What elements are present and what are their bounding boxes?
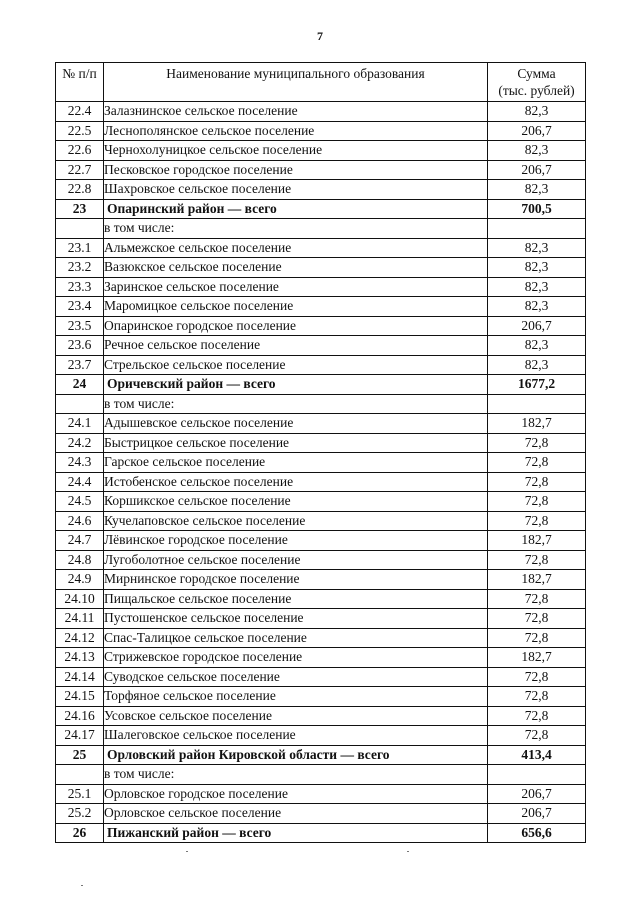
row-name: в том числе: bbox=[104, 765, 488, 785]
row-name: в том числе: bbox=[104, 394, 488, 414]
row-sum: 82,3 bbox=[488, 238, 586, 258]
table-row bbox=[56, 628, 586, 648]
row-name: Стрельское сельское поселение bbox=[104, 355, 488, 375]
row-number: 24.15 bbox=[56, 687, 104, 707]
row-number bbox=[56, 765, 104, 785]
row-number bbox=[56, 394, 104, 414]
row-sum: 72,8 bbox=[488, 687, 586, 707]
table-row bbox=[56, 219, 586, 239]
table-row bbox=[56, 433, 586, 453]
row-name: Вазюкское сельское поселение bbox=[104, 258, 488, 278]
row-sum: 72,8 bbox=[488, 550, 586, 570]
table-row bbox=[56, 141, 586, 161]
table-row bbox=[56, 511, 586, 531]
table-row bbox=[56, 687, 586, 707]
header-sum-unit: (тыс. рублей) bbox=[498, 83, 575, 98]
row-name: Кучелаповское сельское поселение bbox=[104, 511, 488, 531]
table-row bbox=[56, 121, 586, 141]
header-number: № п/п bbox=[56, 63, 104, 102]
row-sum: 700,5 bbox=[488, 199, 586, 219]
table-row bbox=[56, 472, 586, 492]
table-row bbox=[56, 160, 586, 180]
row-name: Альмежское сельское поселение bbox=[104, 238, 488, 258]
row-sum: 206,7 bbox=[488, 160, 586, 180]
table-row bbox=[56, 258, 586, 278]
table-row bbox=[56, 706, 586, 726]
row-number: 25.1 bbox=[56, 784, 104, 804]
row-sum: 72,8 bbox=[488, 511, 586, 531]
row-number: 25 bbox=[56, 745, 104, 765]
row-name: Быстрицкое сельское поселение bbox=[104, 433, 488, 453]
row-sum: 82,3 bbox=[488, 336, 586, 356]
table-row bbox=[56, 492, 586, 512]
row-sum: 82,3 bbox=[488, 141, 586, 161]
row-sum: 182,7 bbox=[488, 648, 586, 668]
table-row-total bbox=[56, 375, 586, 395]
table-row bbox=[56, 355, 586, 375]
row-sum: 182,7 bbox=[488, 414, 586, 434]
row-number: 23 bbox=[56, 199, 104, 219]
row-number: 24.4 bbox=[56, 472, 104, 492]
scan-speck bbox=[186, 851, 188, 852]
row-sum: 72,8 bbox=[488, 609, 586, 629]
row-sum: 82,3 bbox=[488, 297, 586, 317]
row-name: Маромицкое сельское поселение bbox=[104, 297, 488, 317]
row-sum: 182,7 bbox=[488, 531, 586, 551]
row-number: 24.12 bbox=[56, 628, 104, 648]
row-sum bbox=[488, 394, 586, 414]
row-name: Адышевское сельское поселение bbox=[104, 414, 488, 434]
row-name: Гарское сельское поселение bbox=[104, 453, 488, 473]
row-sum: 72,8 bbox=[488, 667, 586, 687]
table-header-row bbox=[56, 63, 586, 102]
row-number: 24.14 bbox=[56, 667, 104, 687]
row-sum: 413,4 bbox=[488, 745, 586, 765]
table-row bbox=[56, 589, 586, 609]
table-row bbox=[56, 394, 586, 414]
table-row bbox=[56, 336, 586, 356]
row-name: Пижанский район — всего bbox=[104, 823, 488, 843]
row-name: Речное сельское поселение bbox=[104, 336, 488, 356]
table-row bbox=[56, 238, 586, 258]
row-name: Пустошенское сельское поселение bbox=[104, 609, 488, 629]
row-name: Залазнинское сельское поселение bbox=[104, 102, 488, 122]
row-name: Опаринское городское поселение bbox=[104, 316, 488, 336]
row-number: 23.7 bbox=[56, 355, 104, 375]
table-row-total bbox=[56, 199, 586, 219]
row-name: Песковское городское поселение bbox=[104, 160, 488, 180]
row-sum: 206,7 bbox=[488, 804, 586, 824]
table-row-total bbox=[56, 745, 586, 765]
row-sum: 206,7 bbox=[488, 121, 586, 141]
row-name: Лугоболотное сельское поселение bbox=[104, 550, 488, 570]
row-name: Опаринский район — всего bbox=[104, 199, 488, 219]
row-name: Шахровское сельское поселение bbox=[104, 180, 488, 200]
row-number: 23.1 bbox=[56, 238, 104, 258]
table-row bbox=[56, 784, 586, 804]
row-number: 22.7 bbox=[56, 160, 104, 180]
row-name: Торфяное сельское поселение bbox=[104, 687, 488, 707]
row-sum: 1677,2 bbox=[488, 375, 586, 395]
header-sum bbox=[488, 63, 586, 102]
table-row bbox=[56, 297, 586, 317]
row-number: 24 bbox=[56, 375, 104, 395]
row-number: 25.2 bbox=[56, 804, 104, 824]
table-row-total bbox=[56, 823, 586, 843]
row-sum: 72,8 bbox=[488, 706, 586, 726]
row-sum: 82,3 bbox=[488, 277, 586, 297]
row-number: 24.1 bbox=[56, 414, 104, 434]
table-row bbox=[56, 570, 586, 590]
table-row bbox=[56, 316, 586, 336]
row-name: Орловское городское поселение bbox=[104, 784, 488, 804]
row-sum: 72,8 bbox=[488, 472, 586, 492]
row-sum: 72,8 bbox=[488, 589, 586, 609]
row-name: Леснополянское сельское поселение bbox=[104, 121, 488, 141]
table-row bbox=[56, 550, 586, 570]
row-number: 23.3 bbox=[56, 277, 104, 297]
scan-speck bbox=[407, 851, 409, 852]
page-number: 7 bbox=[317, 29, 323, 43]
row-sum: 82,3 bbox=[488, 258, 586, 278]
row-name: в том числе: bbox=[104, 219, 488, 239]
row-number: 24.3 bbox=[56, 453, 104, 473]
row-number: 23.6 bbox=[56, 336, 104, 356]
table-row bbox=[56, 667, 586, 687]
row-number: 23.4 bbox=[56, 297, 104, 317]
row-name: Лёвинское городское поселение bbox=[104, 531, 488, 551]
table-row bbox=[56, 804, 586, 824]
row-name: Истобенское сельское поселение bbox=[104, 472, 488, 492]
table-row bbox=[56, 609, 586, 629]
row-number: 24.8 bbox=[56, 550, 104, 570]
row-sum: 206,7 bbox=[488, 316, 586, 336]
table-row bbox=[56, 453, 586, 473]
header-sum-title: Сумма bbox=[517, 66, 556, 81]
row-name: Пищальское сельское поселение bbox=[104, 589, 488, 609]
row-number: 26 bbox=[56, 823, 104, 843]
row-number: 24.16 bbox=[56, 706, 104, 726]
table-row bbox=[56, 765, 586, 785]
row-sum: 82,3 bbox=[488, 355, 586, 375]
row-name: Заринское сельское поселение bbox=[104, 277, 488, 297]
row-number: 24.6 bbox=[56, 511, 104, 531]
table-row bbox=[56, 648, 586, 668]
row-number: 22.8 bbox=[56, 180, 104, 200]
scan-speck bbox=[81, 885, 83, 886]
table-row bbox=[56, 180, 586, 200]
row-name: Стрижевское городское поселение bbox=[104, 648, 488, 668]
row-sum: 72,8 bbox=[488, 433, 586, 453]
row-name: Оричевский район — всего bbox=[104, 375, 488, 395]
row-sum: 72,8 bbox=[488, 628, 586, 648]
row-number: 24.7 bbox=[56, 531, 104, 551]
row-number: 23.5 bbox=[56, 316, 104, 336]
table-row bbox=[56, 726, 586, 746]
row-sum bbox=[488, 765, 586, 785]
row-number: 24.9 bbox=[56, 570, 104, 590]
row-number bbox=[56, 219, 104, 239]
row-name: Орловское сельское поселение bbox=[104, 804, 488, 824]
row-number: 24.11 bbox=[56, 609, 104, 629]
row-name: Усовское сельское поселение bbox=[104, 706, 488, 726]
table-row bbox=[56, 414, 586, 434]
row-name: Коршикское сельское поселение bbox=[104, 492, 488, 512]
row-name: Суводское сельское поселение bbox=[104, 667, 488, 687]
row-name: Шалеговское сельское поселение bbox=[104, 726, 488, 746]
row-name: Чернохолуницкое сельское поселение bbox=[104, 141, 488, 161]
budget-table bbox=[55, 62, 586, 843]
row-sum bbox=[488, 219, 586, 239]
row-name: Орловский район Кировской области — всего bbox=[104, 745, 488, 765]
table-row bbox=[56, 277, 586, 297]
row-number: 23.2 bbox=[56, 258, 104, 278]
row-name: Мирнинское городское поселение bbox=[104, 570, 488, 590]
row-name: Спас-Талицкое сельское поселение bbox=[104, 628, 488, 648]
table-row bbox=[56, 531, 586, 551]
row-number: 22.5 bbox=[56, 121, 104, 141]
row-sum: 72,8 bbox=[488, 453, 586, 473]
row-number: 22.6 bbox=[56, 141, 104, 161]
row-number: 24.13 bbox=[56, 648, 104, 668]
row-sum: 182,7 bbox=[488, 570, 586, 590]
row-sum: 206,7 bbox=[488, 784, 586, 804]
row-sum: 82,3 bbox=[488, 102, 586, 122]
row-sum: 72,8 bbox=[488, 726, 586, 746]
row-number: 24.5 bbox=[56, 492, 104, 512]
row-number: 22.4 bbox=[56, 102, 104, 122]
header-name: Наименование муниципального образования bbox=[104, 63, 488, 102]
row-sum: 82,3 bbox=[488, 180, 586, 200]
row-number: 24.2 bbox=[56, 433, 104, 453]
table-body bbox=[56, 102, 586, 843]
row-number: 24.17 bbox=[56, 726, 104, 746]
row-number: 24.10 bbox=[56, 589, 104, 609]
table-row bbox=[56, 102, 586, 122]
row-sum: 72,8 bbox=[488, 492, 586, 512]
row-sum: 656,6 bbox=[488, 823, 586, 843]
